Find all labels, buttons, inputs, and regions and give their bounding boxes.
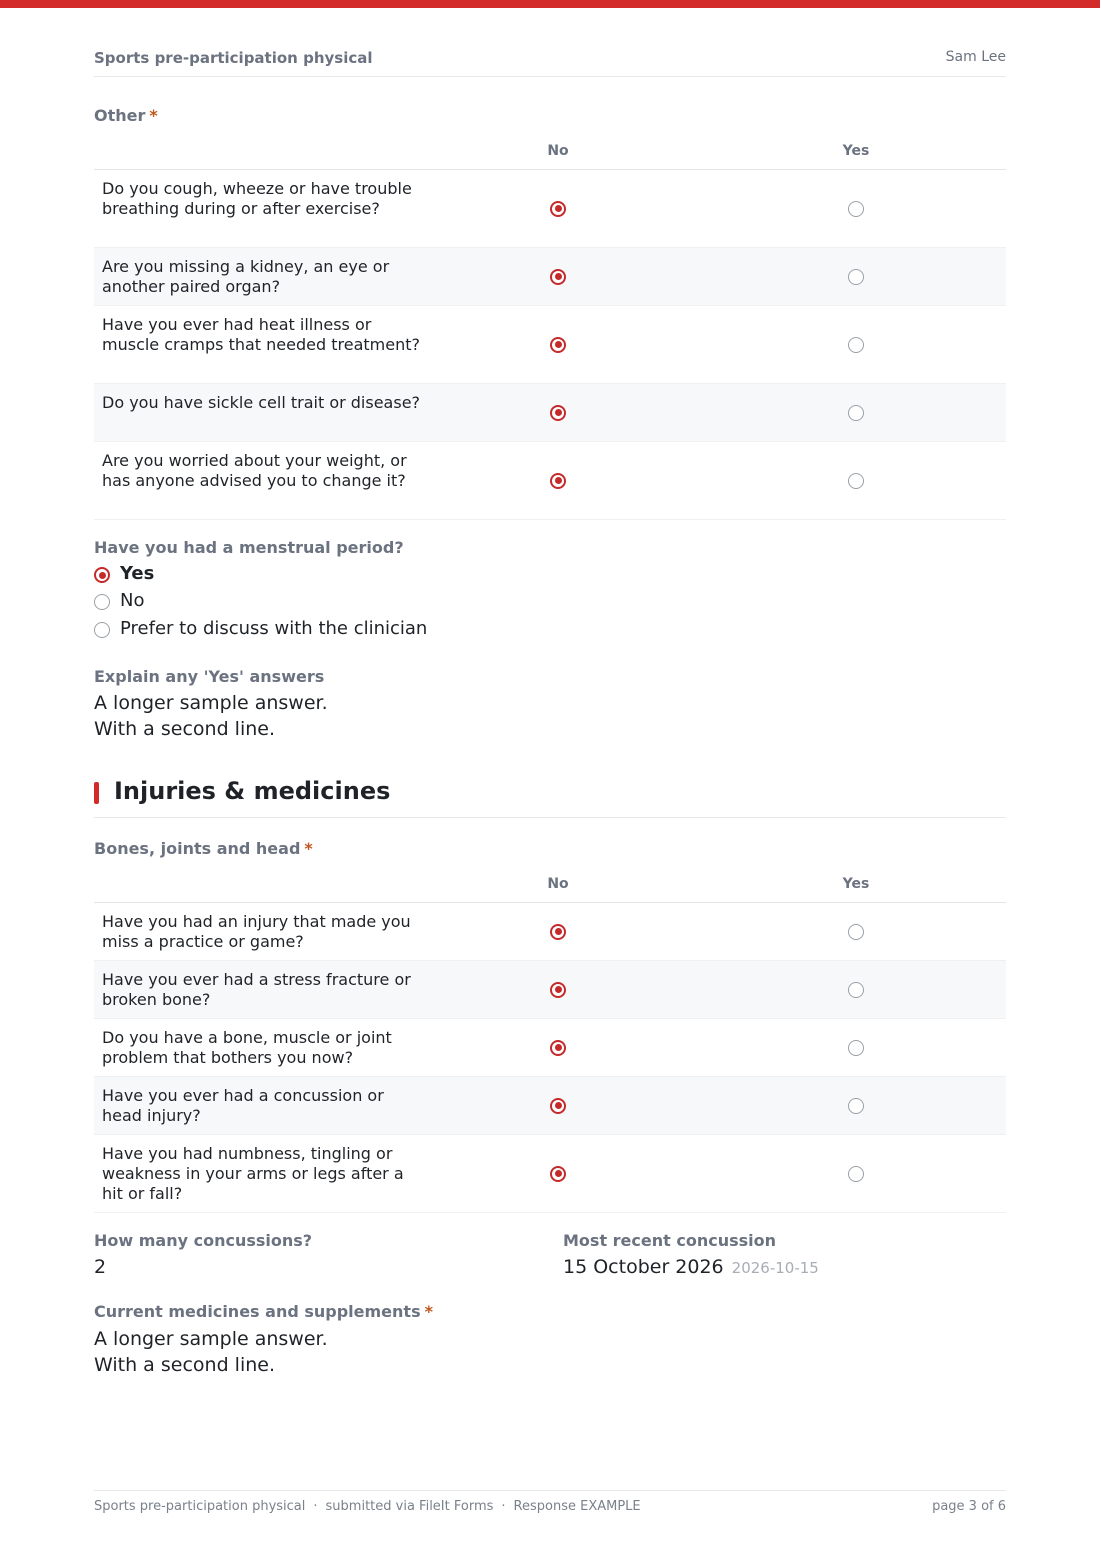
radio-yes[interactable] — [848, 405, 864, 421]
footer-response: Response EXAMPLE — [513, 1499, 641, 1514]
concussions-answer: 2 — [94, 1256, 107, 1278]
radio-no-selected[interactable] — [550, 1040, 566, 1056]
radio-no-selected[interactable] — [550, 201, 566, 217]
page-footer — [94, 1490, 1006, 1514]
table-row — [94, 961, 1006, 1019]
concussions-question-label: How many concussions? — [94, 1231, 313, 1250]
radio[interactable] — [94, 594, 110, 610]
option-label: Yes — [120, 563, 155, 584]
menstrual-question-label: Have you had a menstrual period? — [94, 538, 404, 557]
top-accent-bar — [0, 0, 1100, 8]
row-question: Do you have a bone, muscle or joint problem that bothers you now? — [102, 1028, 392, 1067]
table-row — [94, 903, 1006, 961]
section-heading — [94, 777, 1006, 818]
radio-yes[interactable] — [848, 1166, 864, 1182]
radio-yes[interactable] — [848, 473, 864, 489]
answer-line: With a second line. — [94, 1354, 275, 1376]
table-row — [94, 248, 1006, 306]
footer-form-title: Sports pre-participation physical — [94, 1499, 306, 1514]
table-row — [94, 1135, 1006, 1213]
recent-concussion-answer — [563, 1254, 819, 1281]
radio-yes[interactable] — [848, 269, 864, 285]
required-mark: * — [304, 839, 313, 858]
radio-no-selected[interactable] — [550, 473, 566, 489]
table-row — [94, 442, 1006, 520]
required-mark: * — [424, 1302, 433, 1321]
footer-separator: · — [313, 1499, 318, 1514]
form-title: Sports pre-participation physical — [94, 49, 373, 67]
option-label: Prefer to discuss with the clinician — [120, 618, 428, 639]
radio-yes[interactable] — [848, 337, 864, 353]
matrix-header — [94, 869, 1006, 903]
table-row — [94, 170, 1006, 248]
page-header — [94, 48, 1006, 77]
iso-date: 2026-10-15 — [731, 1259, 819, 1277]
row-question: Do you cough, wheeze or have trouble breathing during or after exercise? — [102, 179, 412, 218]
radio-yes[interactable] — [848, 1040, 864, 1056]
row-question: Have you had numbness, tingling or weakness in your arms or legs after a hit or fall? — [102, 1144, 404, 1203]
explain-answer — [94, 690, 328, 742]
medicines-label-text: Current medicines and supplements — [94, 1302, 421, 1321]
date-value: 15 October 2026 — [563, 1256, 724, 1278]
column-no-header: No — [547, 876, 569, 892]
other-question-label — [94, 106, 158, 125]
explain-question-label: Explain any 'Yes' answers — [94, 667, 325, 686]
radio-yes[interactable] — [848, 1098, 864, 1114]
radio-no-selected[interactable] — [550, 924, 566, 940]
radio-no-selected[interactable] — [550, 337, 566, 353]
row-question: Have you ever had a stress fracture or broken bone? — [102, 970, 411, 1009]
footer-submitted: submitted via FileIt Forms — [325, 1499, 494, 1514]
row-question: Have you had an injury that made you miss a practice or game? — [102, 912, 411, 951]
bones-label-text: Bones, joints and head — [94, 839, 301, 858]
recent-concussion-label: Most recent concussion — [563, 1231, 776, 1250]
column-yes-header: Yes — [842, 143, 870, 159]
radio-no-selected[interactable] — [550, 1098, 566, 1114]
footer-info — [94, 1499, 641, 1514]
answer-line: A longer sample answer. — [94, 1328, 328, 1350]
column-yes-header: Yes — [842, 876, 870, 892]
radio-yes[interactable] — [848, 201, 864, 217]
user-name: Sam Lee — [945, 49, 1006, 65]
page-number: page 3 of 6 — [932, 1499, 1006, 1514]
bones-matrix — [94, 869, 1006, 1213]
medicines-answer — [94, 1326, 328, 1378]
matrix-header — [94, 136, 1006, 170]
radio-no-selected[interactable] — [550, 982, 566, 998]
row-question: Are you worried about your weight, or has anyone advised you to change it? — [102, 451, 407, 490]
section-accent-bar — [94, 782, 99, 804]
radio-no-selected[interactable] — [550, 405, 566, 421]
radio-no-selected[interactable] — [550, 1166, 566, 1182]
table-row — [94, 306, 1006, 384]
answer-line: With a second line. — [94, 718, 275, 740]
other-matrix — [94, 136, 1006, 520]
table-row — [94, 1019, 1006, 1077]
required-mark: * — [149, 106, 158, 125]
column-no-header: No — [547, 143, 569, 159]
row-question: Have you ever had heat illness or muscle cramps that needed treatment? — [102, 315, 420, 354]
section-title: Injuries & medicines — [114, 777, 391, 805]
row-question: Do you have sickle cell trait or disease? — [102, 393, 421, 412]
row-question: Have you ever had a concussion or head injury? — [102, 1086, 384, 1125]
radio-yes[interactable] — [848, 924, 864, 940]
option-label: No — [120, 590, 145, 611]
bones-question-label — [94, 839, 313, 858]
answer-line: A longer sample answer. — [94, 692, 328, 714]
radio-selected[interactable] — [94, 567, 110, 583]
table-row — [94, 384, 1006, 442]
medicines-question-label — [94, 1302, 433, 1321]
other-label-text: Other — [94, 106, 146, 125]
row-question: Are you missing a kidney, an eye or another paired organ? — [102, 257, 390, 296]
radio-no-selected[interactable] — [550, 269, 566, 285]
footer-separator: · — [501, 1499, 506, 1514]
radio[interactable] — [94, 622, 110, 638]
radio-yes[interactable] — [848, 982, 864, 998]
table-row — [94, 1077, 1006, 1135]
